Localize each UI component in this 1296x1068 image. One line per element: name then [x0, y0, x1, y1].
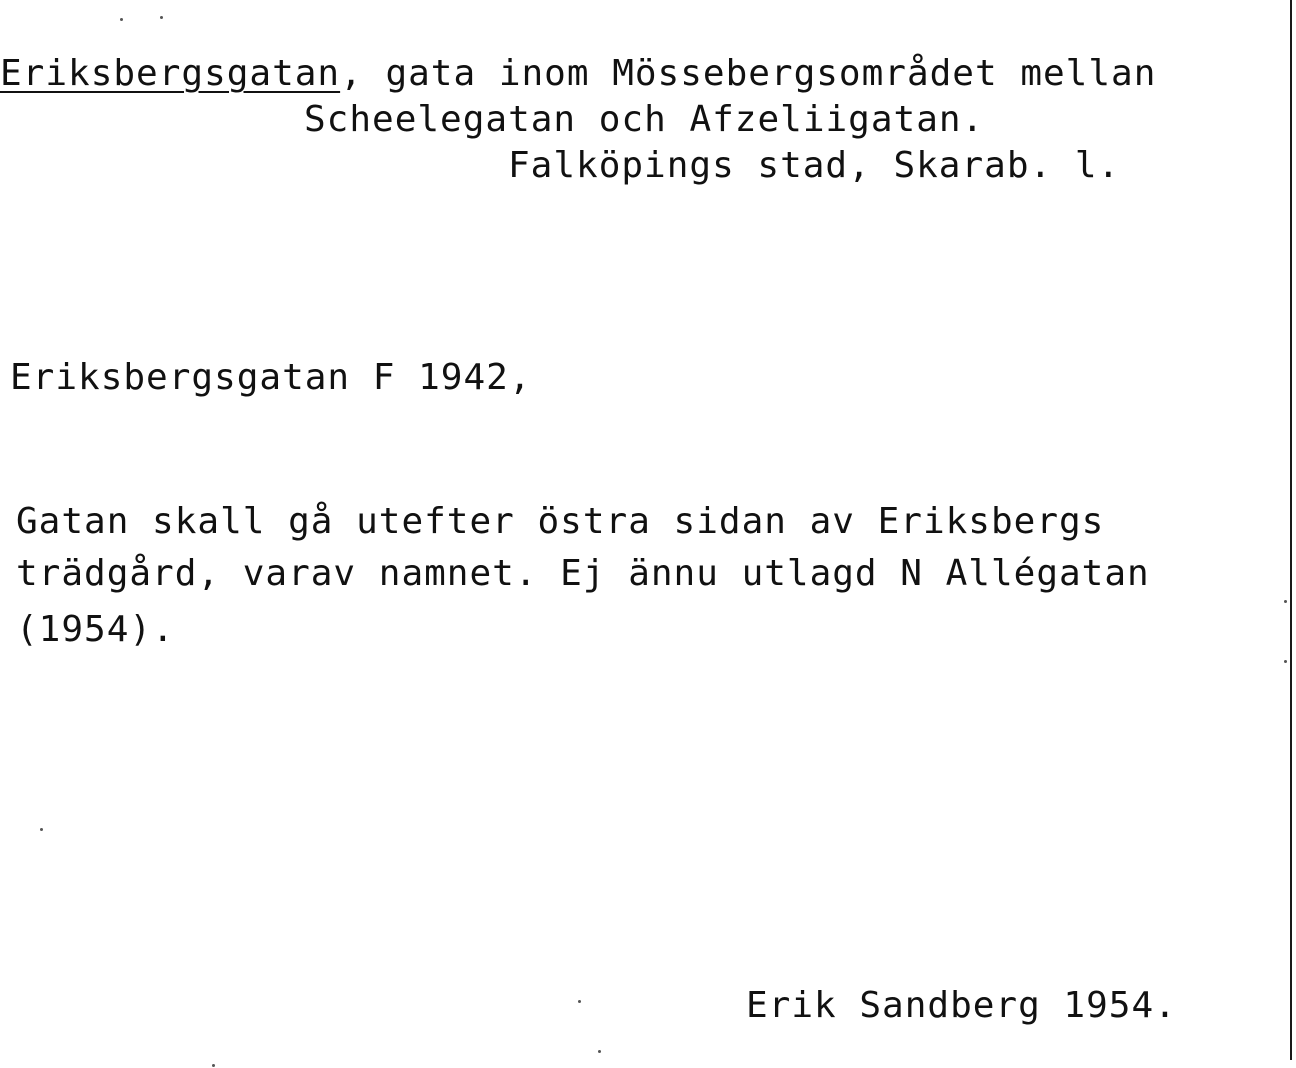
signature: Erik Sandberg 1954. [746, 985, 1177, 1026]
heading-line-1 [0, 52, 1156, 96]
scan-speck [1284, 600, 1287, 603]
heading-line-2: Scheelegatan och Afzeliigatan. [304, 99, 985, 140]
heading-description: , gata inom Mössebergsområdet mellan [340, 53, 1157, 94]
scan-speck [160, 16, 163, 19]
body-line-2: trädgård, varav namnet. Ej ännu utlagd N Allégatan [16, 553, 1150, 594]
scan-speck [120, 18, 123, 21]
scan-speck [578, 1000, 581, 1003]
heading-line-3: Falköpings stad, Skarab. l. [508, 145, 1121, 186]
scan-speck [212, 1064, 215, 1067]
reference-line: Eriksbergsgatan F 1942, [10, 357, 532, 398]
scan-speck [40, 828, 43, 831]
body-line-3: (1954). [16, 609, 175, 650]
scan-speck [598, 1050, 601, 1053]
scan-speck [1284, 660, 1287, 663]
street-name: Eriksbergsgatan [0, 53, 341, 94]
body-line-1: Gatan skall gå utefter östra sidan av Eriksbergs [16, 501, 1105, 542]
card-edge [1290, 0, 1292, 1060]
